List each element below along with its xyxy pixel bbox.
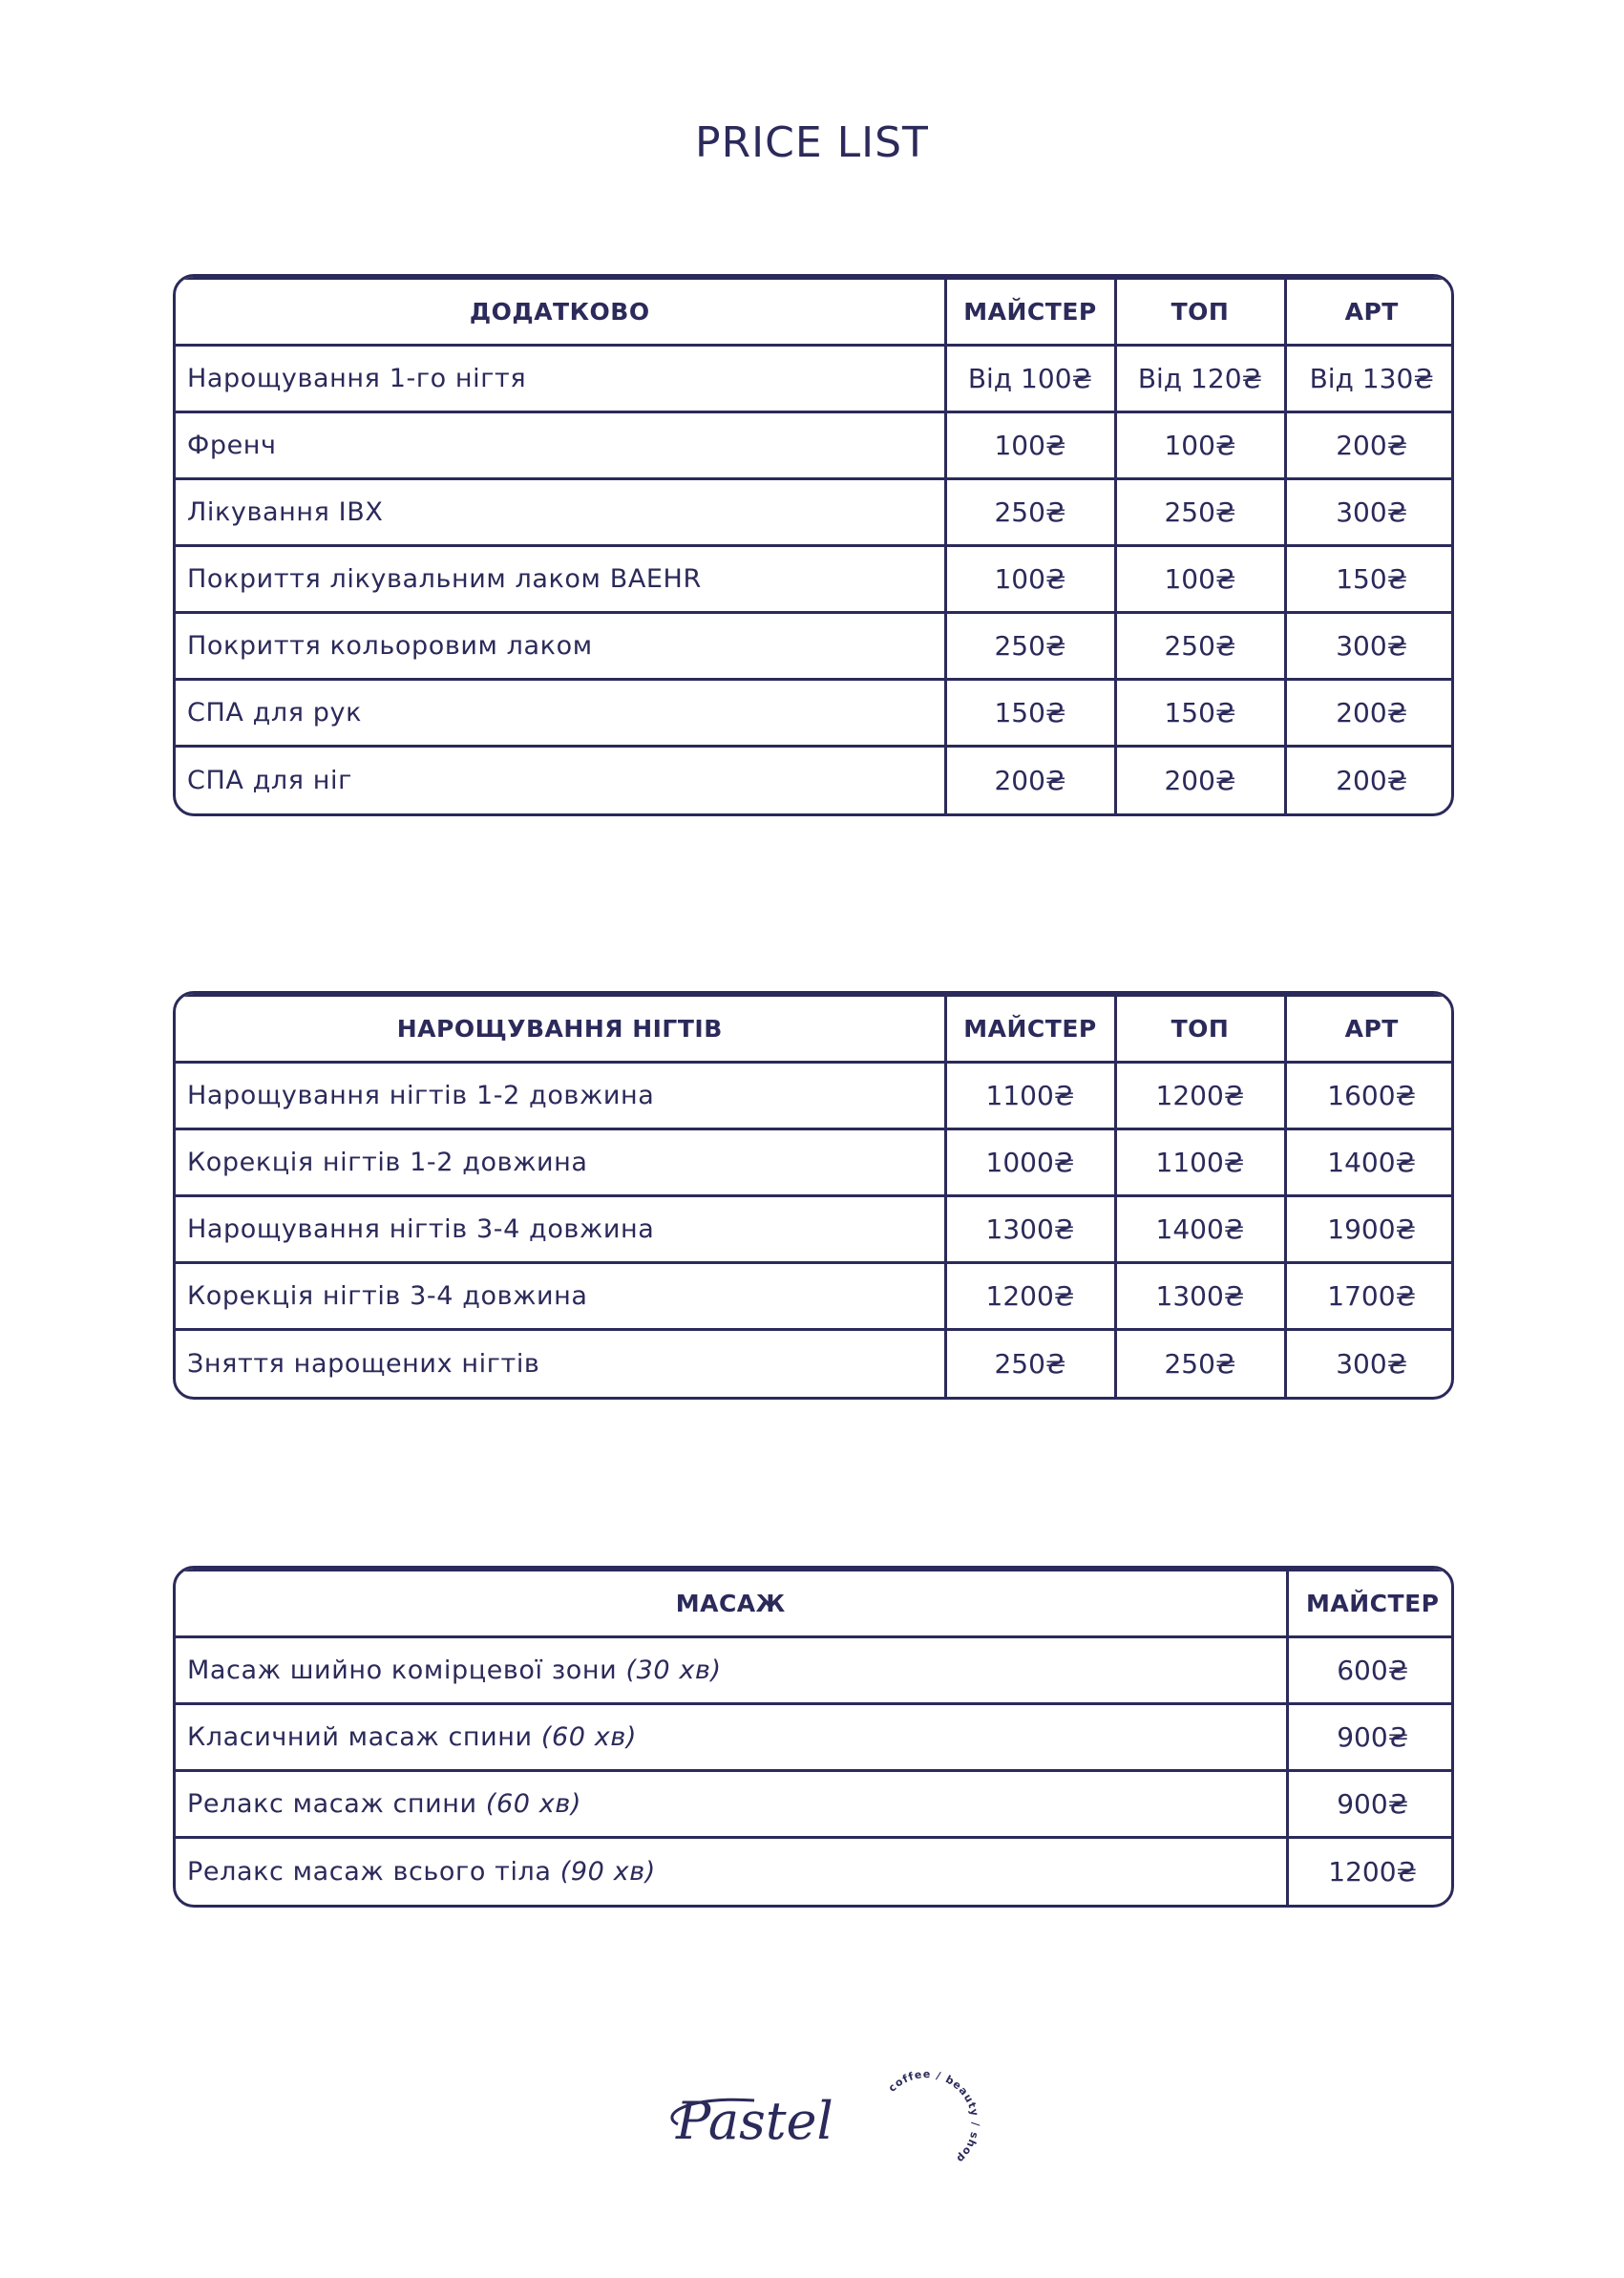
service-price: 200₴ <box>1285 747 1454 813</box>
table-row <box>176 1838 1454 1905</box>
service-duration: (60 хв) <box>540 1722 637 1752</box>
service-name <box>176 613 945 680</box>
service-price: 1200₴ <box>1287 1838 1454 1905</box>
service-label: Нарощування нігтів 3-4 довжина <box>187 1214 655 1244</box>
service-duration: (60 хв) <box>485 1789 581 1819</box>
service-price: 1400₴ <box>1285 1129 1454 1196</box>
service-label: Нарощування нігтів 1-2 довжина <box>187 1081 655 1110</box>
service-price: 600₴ <box>1287 1637 1454 1704</box>
service-name <box>176 412 945 479</box>
service-label: Нарощування 1-го нігтя <box>187 364 527 393</box>
service-label: Лікування IBX <box>187 497 384 527</box>
table-row <box>176 412 1454 479</box>
table-header-tier: МАЙСТЕР <box>945 996 1115 1063</box>
service-name <box>176 1263 945 1330</box>
logo-wordmark: Pastel <box>676 2091 833 2151</box>
service-price: 100₴ <box>1115 546 1285 613</box>
service-name <box>176 1196 945 1263</box>
service-price: 200₴ <box>945 747 1115 813</box>
table-row <box>176 1704 1454 1771</box>
table-row <box>176 613 1454 680</box>
table-header-tier: ТОП <box>1115 996 1285 1063</box>
table-row <box>176 546 1454 613</box>
service-name <box>176 747 945 813</box>
service-price: 1000₴ <box>945 1129 1115 1196</box>
service-price: 1100₴ <box>1115 1129 1285 1196</box>
service-name <box>176 346 945 412</box>
service-price: 1400₴ <box>1115 1196 1285 1263</box>
service-price: 100₴ <box>945 546 1115 613</box>
service-price: 100₴ <box>945 412 1115 479</box>
service-duration: (90 хв) <box>559 1856 656 1887</box>
service-name <box>176 1771 1287 1838</box>
service-price: 250₴ <box>1115 613 1285 680</box>
nail-extensions-price-table <box>173 991 1454 1400</box>
page-title: PRICE LIST <box>695 118 929 167</box>
service-name <box>176 1637 1287 1704</box>
service-price: 300₴ <box>1285 479 1454 546</box>
service-price: Від 130₴ <box>1285 346 1454 412</box>
table-header-tier: МАЙСТЕР <box>945 279 1115 346</box>
service-label: Френч <box>187 431 277 460</box>
service-price: 250₴ <box>945 479 1115 546</box>
pastel-logo-graphic <box>649 2048 993 2191</box>
service-name <box>176 1330 945 1397</box>
table-row <box>176 1129 1454 1196</box>
service-price: 1900₴ <box>1285 1196 1454 1263</box>
service-price: 250₴ <box>945 1330 1115 1397</box>
service-label: Масаж шийно комірцевої зони <box>187 1656 618 1685</box>
table-row <box>176 1263 1454 1330</box>
table-row <box>176 1637 1454 1704</box>
service-price: 100₴ <box>1115 412 1285 479</box>
service-label: Класичний масаж спини <box>187 1722 533 1752</box>
massage-price-table <box>173 1566 1454 1908</box>
table-header-tier: МАЙСТЕР <box>1287 1571 1454 1637</box>
service-price: 200₴ <box>1285 680 1454 747</box>
service-label: Релакс масаж спини <box>187 1789 477 1819</box>
service-label: Релакс масаж всього тіла <box>187 1856 552 1887</box>
service-price: Від 100₴ <box>945 346 1115 412</box>
table-row <box>176 346 1454 412</box>
service-label: СПА для рук <box>187 698 362 728</box>
service-price: 1600₴ <box>1285 1063 1454 1129</box>
service-price: 1200₴ <box>945 1263 1115 1330</box>
table-row <box>176 479 1454 546</box>
table-row <box>176 1063 1454 1129</box>
service-price: 250₴ <box>945 613 1115 680</box>
table-header-title: ДОДАТКОВО <box>176 279 945 346</box>
table-row <box>176 1196 1454 1263</box>
service-name <box>176 1129 945 1196</box>
service-price: 900₴ <box>1287 1704 1454 1771</box>
table-header-tier: АРТ <box>1285 279 1454 346</box>
service-price: 200₴ <box>1285 412 1454 479</box>
service-label: Покриття кольоровим лаком <box>187 631 593 661</box>
service-name <box>176 1838 1287 1905</box>
service-name <box>176 680 945 747</box>
service-price: 150₴ <box>1115 680 1285 747</box>
logo-tagline: coffee / beauty / shop <box>885 2068 982 2166</box>
service-label: СПА для ніг <box>187 765 352 795</box>
service-price: 200₴ <box>1115 747 1285 813</box>
service-name <box>176 1063 945 1129</box>
service-name <box>176 546 945 613</box>
service-price: 1300₴ <box>1115 1263 1285 1330</box>
service-label: Корекція нігтів 3-4 довжина <box>187 1281 588 1311</box>
service-price: Від 120₴ <box>1115 346 1285 412</box>
service-price: 150₴ <box>1285 546 1454 613</box>
service-price: 250₴ <box>1115 1330 1285 1397</box>
service-price: 1200₴ <box>1115 1063 1285 1129</box>
extras-price-table <box>173 274 1454 816</box>
service-price: 300₴ <box>1285 1330 1454 1397</box>
pastel-logo <box>649 2048 993 2191</box>
service-price: 1700₴ <box>1285 1263 1454 1330</box>
table-header-title: МАСАЖ <box>176 1571 1287 1637</box>
service-name <box>176 1704 1287 1771</box>
service-price: 1100₴ <box>945 1063 1115 1129</box>
service-label: Зняття нарощених нігтів <box>187 1348 540 1379</box>
service-price: 900₴ <box>1287 1771 1454 1838</box>
table-row <box>176 1771 1454 1838</box>
service-duration: (30 хв) <box>625 1656 722 1685</box>
table-row <box>176 680 1454 747</box>
table-header-tier: АРТ <box>1285 996 1454 1063</box>
service-price: 150₴ <box>945 680 1115 747</box>
service-price: 1300₴ <box>945 1196 1115 1263</box>
table-row <box>176 747 1454 813</box>
service-label: Корекція нігтів 1-2 довжина <box>187 1148 588 1177</box>
service-label: Покриття лікувальним лаком BAEHR <box>187 564 702 594</box>
table-header-tier: ТОП <box>1115 279 1285 346</box>
service-price: 250₴ <box>1115 479 1285 546</box>
service-price: 300₴ <box>1285 613 1454 680</box>
table-header-title: НАРОЩУВАННЯ НІГТІВ <box>176 996 945 1063</box>
table-row <box>176 1330 1454 1397</box>
service-name <box>176 479 945 546</box>
